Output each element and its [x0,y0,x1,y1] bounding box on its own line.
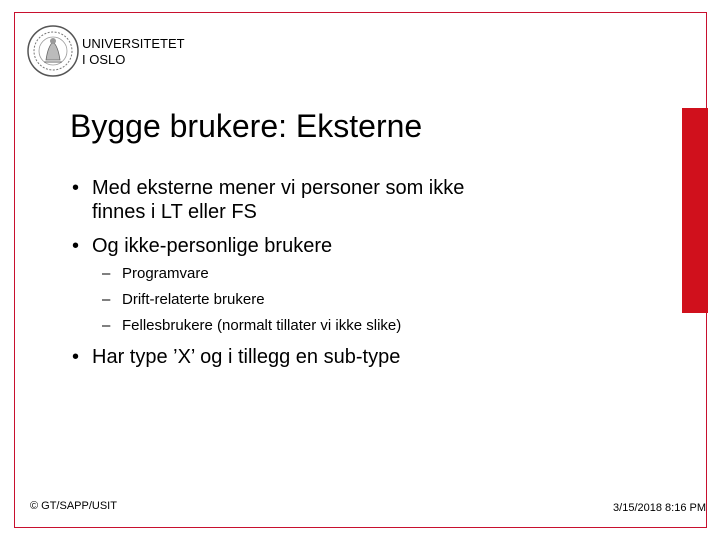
footer-date: 3/15/2018 8:16 PM [613,502,706,514]
subbullet-marker: – [102,265,111,282]
bullet-marker: • [72,235,80,257]
slide-title: Bygge brukere: Eksterne [70,108,423,144]
footer-copyright: © GT/SAPP/USIT [30,500,117,512]
university-seal-icon [26,24,80,78]
accent-bar [682,108,708,313]
bullet-text-line: finnes i LT eller FS [92,201,257,223]
org-name-line1: UNIVERSITETET [82,36,185,51]
subbullet-text: Drift-relaterte brukere [122,291,265,308]
subbullet-marker: – [102,317,111,334]
subbullet-marker: – [102,291,111,308]
bullet-item [72,234,672,258]
org-name [82,36,185,68]
bullet-item [72,176,672,224]
bullet-marker: • [72,346,80,368]
subbullet-text: Programvare [122,265,209,282]
subbullet-text: Fellesbrukere (normalt tillater vi ikke slike) [122,317,402,334]
slide-frame [14,12,707,528]
bullet-text-line: Med eksterne mener vi personer som ikke [92,177,465,199]
bullet-item [72,345,672,369]
bullet-text [92,176,464,224]
bullet-marker: • [72,177,80,199]
bullet-text: Og ikke-personlige brukere [92,235,333,257]
bullet-text: Har type ’X’ og i tillegg en sub-type [92,346,401,368]
org-name-line2: I OSLO [82,52,126,67]
